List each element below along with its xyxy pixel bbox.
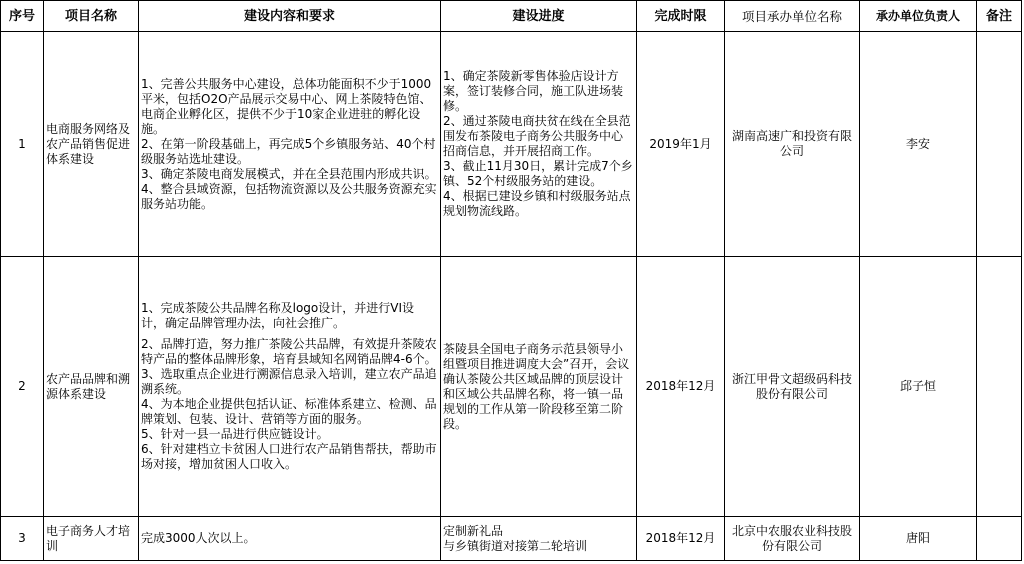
progress-item: 茶陵县全国电子商务示范县领导小组暨项目推进调度大会”召开，会议确认茶陵公共区域品牌的顶层设计和区域公共品牌名称，将一镇一品规划的工作从第一阶段移至第二阶段。	[443, 341, 630, 431]
progress-item: 2、通过茶陵电商扶贫在线在全县范围发布茶陵电子商务公共服务中心招商信息，并开展招商工作。	[443, 114, 631, 158]
construction-content	[139, 32, 441, 257]
unit-owner: 唐阳	[860, 517, 977, 561]
row-num: 3	[1, 517, 44, 561]
project-name: 农产品品牌和溯源体系建设	[44, 257, 139, 517]
undertaking-unit: 湖南高速广和投资有限公司	[725, 32, 860, 257]
project-name: 电商服务网络及农产品销售促进体系建设	[44, 32, 139, 257]
header-deadline: 完成时限	[637, 1, 725, 32]
content-item: 1、完成茶陵公共品牌名称及logo设计，并进行VI设计，确定品牌管理办法，向社会推广。	[141, 301, 415, 330]
row-num: 2	[1, 257, 44, 517]
header-row	[1, 1, 1022, 32]
header-owner: 承办单位负责人	[860, 1, 977, 32]
progress-item: 4、根据已建设乡镇和村级服务站点规划物流线路。	[443, 189, 631, 218]
content-item: 4、为本地企业提供包括认证、标准体系建立、检测、品牌策划、包装、设计、营销等方面的服务。	[141, 397, 437, 426]
undertaking-unit: 北京中农服农业科技股份有限公司	[725, 517, 860, 561]
deadline: 2018年12月	[637, 517, 725, 561]
header-content: 建设内容和要求	[139, 1, 441, 32]
construction-progress	[441, 32, 637, 257]
construction-content	[139, 517, 441, 561]
remark	[977, 32, 1022, 257]
progress-item: 定制新礼品	[443, 523, 504, 538]
content-item: 4、整合县域资源，包括物流资源以及公共服务资源充实服务站功能。	[141, 181, 437, 211]
header-num: 序号	[1, 1, 44, 32]
header-unit: 项目承办单位名称	[725, 1, 860, 32]
content-item: 2、在第一阶段基础上，再完成5个乡镇服务站、40个村级服务站选址建设。	[141, 136, 436, 166]
content-item: 3、选取重点企业进行溯源信息录入培训，建立农产品追溯系统。	[141, 367, 437, 396]
content-item: 3、确定茶陵电商发展模式，并在全县范围内形成共识。	[141, 166, 437, 181]
deadline: 2018年12月	[637, 257, 725, 517]
unit-owner: 李安	[860, 32, 977, 257]
remark	[977, 517, 1022, 561]
header-name: 项目名称	[44, 1, 139, 32]
construction-content	[139, 257, 441, 517]
content-item: 完成3000人次以上。	[141, 531, 256, 545]
content-item: 5、针对一县一品进行供应链设计。	[141, 427, 329, 441]
row-num: 1	[1, 32, 44, 257]
deadline: 2019年1月	[637, 32, 725, 257]
construction-progress	[441, 257, 637, 517]
table-row	[1, 517, 1022, 561]
table-row	[1, 32, 1022, 257]
table-row	[1, 257, 1022, 517]
progress-item: 1、确定茶陵新零售体验店设计方案，签订装修合同，施工队进场装修。	[443, 69, 624, 113]
construction-progress	[441, 517, 637, 561]
unit-owner: 邱子恒	[860, 257, 977, 517]
content-item: 2、品牌打造，努力推广茶陵公共品牌，有效提升茶陵农特产品的整体品牌形象，培育县域知名网销品牌4-6个。	[141, 337, 437, 366]
progress-item: 3、截止11月30日，累计完成7个乡镇、52个村级服务站的建设。	[443, 159, 633, 188]
project-name: 电子商务人才培训	[44, 517, 139, 561]
content-item: 6、针对建档立卡贫困人口进行农产品销售帮扶，帮助市场对接，增加贫困人口收入。	[141, 442, 437, 471]
header-progress: 建设进度	[441, 1, 637, 32]
progress-item: 与乡镇街道对接第二轮培训	[443, 538, 588, 553]
undertaking-unit: 浙江甲骨文超级码科技股份有限公司	[725, 257, 860, 517]
header-remark: 备注	[977, 1, 1022, 32]
content-item: 1、完善公共服务中心建设，总体功能面积不少于1000平米，包括O2O产品展示交易中心、网上茶陵特色馆、电商企业孵化区，提供不少于10家企业进驻的孵化设施。	[141, 76, 432, 136]
remark	[977, 257, 1022, 517]
